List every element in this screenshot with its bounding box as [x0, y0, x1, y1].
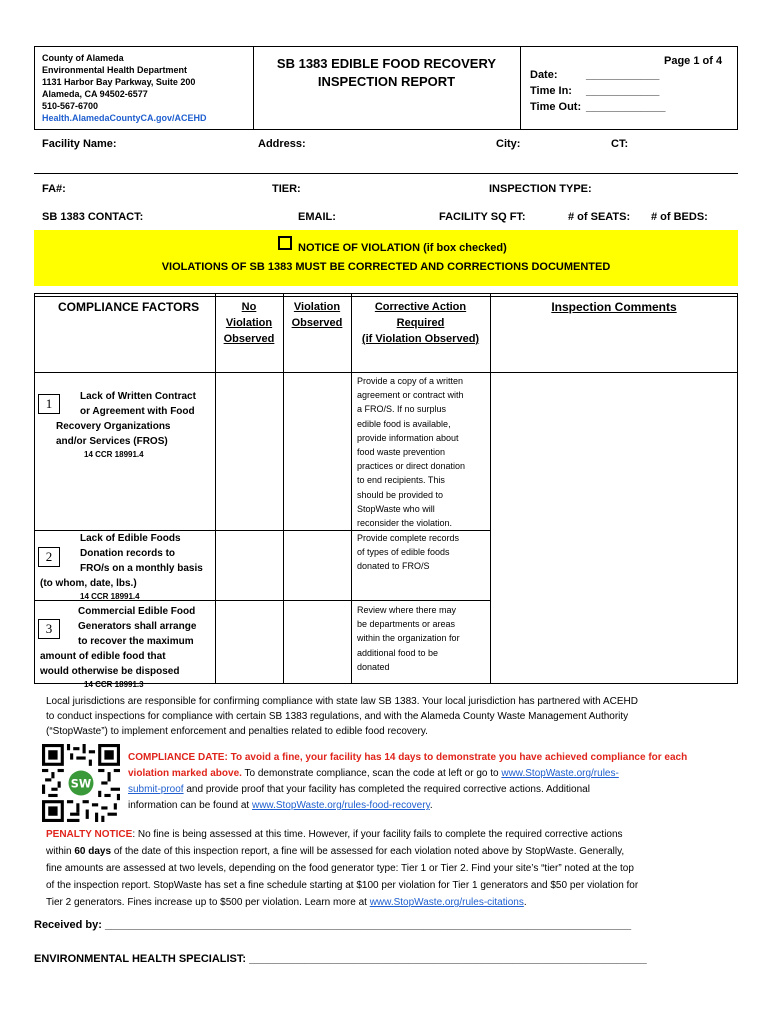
header-divider-2	[520, 46, 521, 130]
info-paragraph: Local jurisdictions are responsible for confirming compliance with state law SB 1383. Your local jurisdiction has partnered with ACEHD to conduct inspections for compliance with certain SB 1383 regulations, and with the Alameda County Waste Management Authority (“StopWaste”) to implement enforcement and penalties related to edible food recovery.	[46, 696, 638, 737]
notice-line-1: NOTICE OF VIOLATION (if box checked)	[298, 242, 507, 254]
qr-logo-text: SW	[70, 777, 92, 791]
qr-code-icon[interactable]	[42, 744, 120, 822]
received-by-row	[34, 918, 631, 932]
report-title	[253, 55, 520, 91]
agency-address-2: Alameda, CA 94502-6577	[42, 89, 148, 99]
agency-phone: 510-567-6700	[42, 101, 99, 111]
row-3-violation-cell[interactable]	[284, 601, 350, 683]
row-1-corrective: Provide a copy of a written agreement or contract with a FRO/S. If no surplus edible food is available, provide information about food waste prevention practices or direct donation to end recipients. This should be provided to StopWaste who will reconsider the violation.	[357, 376, 466, 529]
address-label[interactable]: Address:	[258, 138, 306, 150]
notice-line-2: VIOLATIONS OF SB 1383 MUST BE CORRECTED AND CORRECTIONS DOCUMENTED	[161, 261, 611, 273]
received-by-line[interactable]: ______________________________________________________________________________________	[104, 919, 632, 931]
row-1-citation: 14 CCR 18991.4	[84, 450, 144, 459]
time-out-row	[530, 99, 730, 115]
citations-link[interactable]: www.StopWaste.org/rules-citations	[369, 897, 524, 908]
inspection-type-label[interactable]: INSPECTION TYPE:	[489, 183, 592, 195]
date-field[interactable]: ____________	[586, 69, 660, 81]
col-header-violation: Violation Observed	[291, 301, 343, 329]
ct-label[interactable]: CT:	[611, 138, 629, 150]
row-3-number: 3	[38, 619, 60, 639]
row-2-corrective: Provide complete records of types of edible foods donated to FRO/S	[357, 533, 460, 572]
penalty-notice-block: PENALTY NOTICE: No fine is being assessed at this time. However, if your facility fails to complete the required corrective actions within 60 days of the date of this inspection report, a fine will be assessed for each violation noted above by StopWaste. Generally, fine amounts are assessed at two levels, depending on the food generator type: Tier 1 or Tier 2. Find your site’s “tier” noted at the top of the inspection report. StopWaste has set a fine schedule starting at $100 per violation for Tier 1 generators and $50 per violation for Tier 2 generators. Fines increase up to $500 per violation. Learn more at www.StopWaste.org/rules-citations.	[46, 829, 639, 908]
col-header-comments: Inspection Comments	[551, 300, 677, 314]
seats-label[interactable]: # of SEATS:	[568, 211, 631, 223]
row-2-citation: 14 CCR 18991.4	[80, 592, 140, 601]
email-label[interactable]: EMAIL:	[298, 211, 336, 223]
table-top-double	[34, 296, 738, 297]
table-col-3	[351, 293, 352, 684]
row-1-violation-cell[interactable]	[284, 373, 350, 529]
col-header-corrective: Corrective Action Required (if Violation Observed)	[361, 301, 480, 345]
contact-label[interactable]: SB 1383 CONTACT:	[42, 211, 144, 223]
row-1-factor: Lack of Written Contract or Agreement with Food Recovery Organizations and/or Services (FROS)	[56, 391, 196, 447]
received-by-label: Received by:	[34, 919, 102, 931]
tier-label[interactable]: TIER:	[272, 183, 301, 195]
report-title-line-1: SB 1383 EDIBLE FOOD RECOVERY	[276, 56, 497, 71]
row-3-factor: Commercial Edible Food Generators shall arrange to recover the maximum amount of edible food that would otherwise be disposed	[40, 606, 197, 677]
col-header-factors: COMPLIANCE FACTORS	[58, 300, 200, 314]
report-title-line-2: INSPECTION REPORT	[317, 74, 456, 89]
time-in-label: Time In:	[530, 85, 572, 97]
specialist-line[interactable]: _________________________________________________________________	[249, 953, 647, 965]
submit-proof-link-a[interactable]: www.StopWaste.org/rules-	[501, 768, 619, 779]
row-2-factor: Lack of Edible Foods Donation records to FRO/s on a monthly basis (to whom, date, lbs.)	[40, 533, 203, 589]
time-in-row	[530, 83, 730, 99]
agency-name: County of Alameda	[42, 53, 124, 63]
row-2-no-violation-cell[interactable]	[216, 531, 282, 599]
col-header-no-violation: No Violation Observed	[223, 301, 275, 345]
facility-row-divider	[34, 173, 738, 174]
inspection-comments-cell[interactable]	[491, 373, 737, 683]
row-1-number: 1	[38, 394, 60, 414]
compliance-date-block: COMPLIANCE DATE: To avoid a fine, your facility has 14 days to demonstrate you have achieved compliance for each violation marked above. To demonstrate compliance, scan the code at left or go to www.StopWaste.org/rules- submit-proof and provide proof that your facility has completed the required corrective actions. Additional information can be found at www.StopWaste.org/rules-food-recovery.	[128, 752, 688, 811]
row-2-number: 2	[38, 547, 60, 567]
penalty-notice-label: PENALTY NOTICE	[46, 829, 133, 840]
page-number: Page 1 of 4	[664, 55, 723, 67]
row-3-citation: 14 CCR 18991.3	[84, 680, 144, 689]
row-1-no-violation-cell[interactable]	[216, 373, 282, 529]
time-out-field[interactable]: _____________	[586, 101, 666, 113]
date-label: Date:	[530, 69, 558, 81]
specialist-row	[34, 952, 647, 966]
sq-ft-label[interactable]: FACILITY SQ FT:	[439, 211, 526, 223]
beds-label[interactable]: # of BEDS:	[651, 211, 708, 223]
agency-dept: Environmental Health Department	[42, 65, 188, 75]
date-row	[530, 67, 730, 83]
agency-website[interactable]: Health.AlamedaCountyCA.gov/ACEHD	[42, 113, 207, 123]
row-3-corrective: Review where there may be departments or areas within the organization for additional food to be donated	[357, 605, 460, 672]
notice-banner	[34, 230, 738, 286]
time-out-label: Time Out:	[530, 101, 582, 113]
date-time-block	[530, 67, 730, 115]
specialist-label: ENVIRONMENTAL HEALTH SPECIALIST:	[34, 953, 247, 965]
agency-address-1: 1131 Harbor Bay Parkway, Suite 200	[42, 77, 196, 87]
submit-proof-link-b[interactable]: submit-proof	[128, 784, 184, 795]
notice-checkbox[interactable]	[278, 236, 292, 250]
row-2-violation-cell[interactable]	[284, 531, 350, 599]
time-in-field[interactable]: ____________	[586, 85, 660, 97]
compliance-date-label: COMPLIANCE DATE	[128, 752, 225, 763]
facility-name-label[interactable]: Facility Name:	[42, 138, 117, 150]
food-recovery-link[interactable]: www.StopWaste.org/rules-food-recovery	[251, 800, 430, 811]
agency-block	[42, 52, 247, 124]
fa-label[interactable]: FA#:	[42, 183, 66, 195]
row-3-no-violation-cell[interactable]	[216, 601, 282, 683]
city-label[interactable]: City:	[496, 138, 521, 150]
